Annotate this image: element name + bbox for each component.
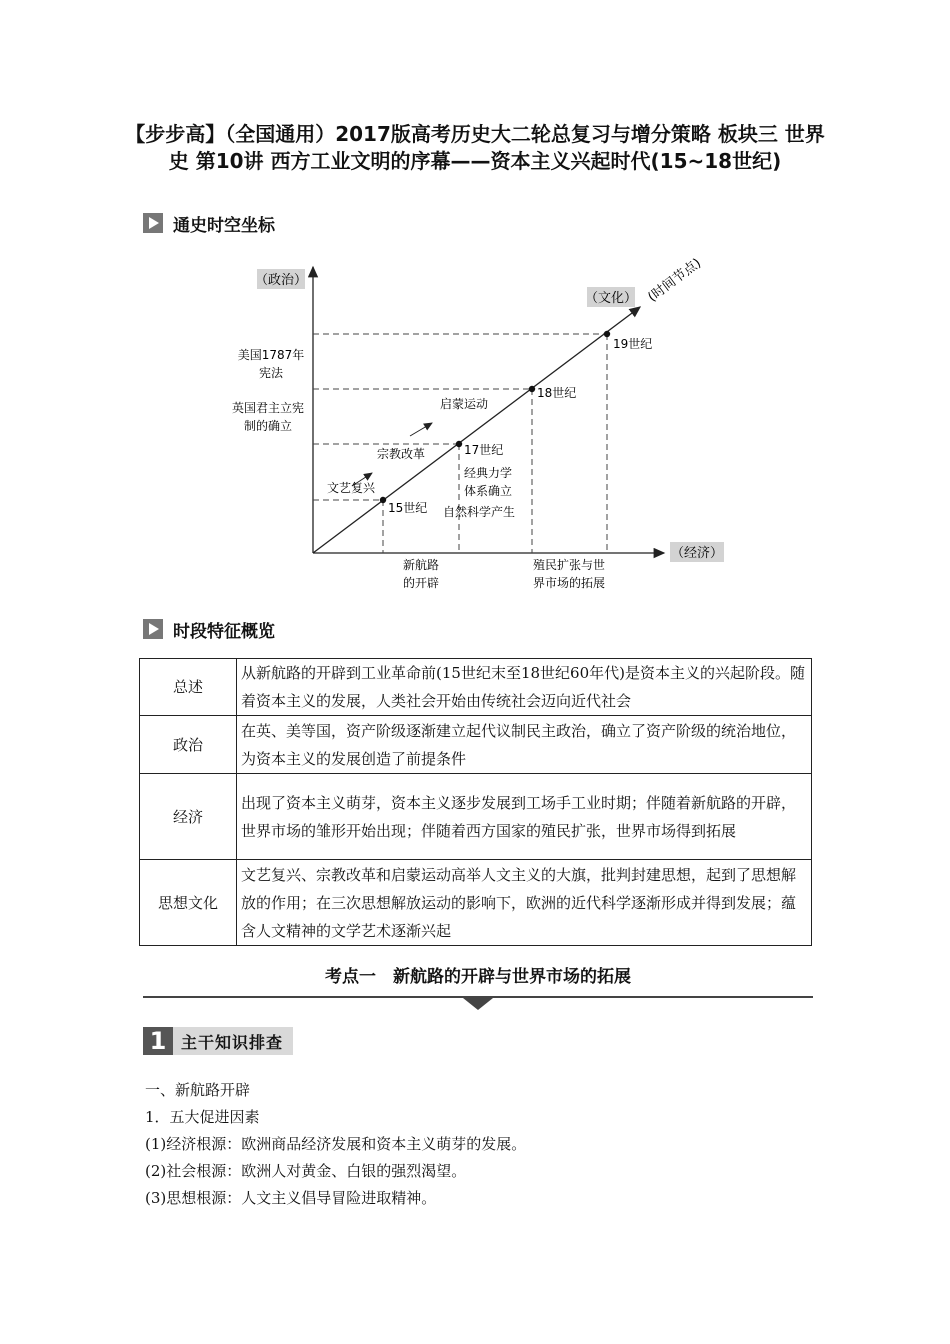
row-text: 文艺复兴、宗教改革和启蒙运动高举人文主义的大旗，批判封建思想，起到了思想解放的作用；在三次思想解放运动的影响下，欧洲的近代科学逐渐形成并得到发展；蕴含人文精神的文学艺术逐渐兴起 [237,860,812,946]
economy-label: 殖民扩张与世 [532,558,606,572]
politics-label: 英国君主立宪 [231,401,305,415]
body-line: (3)思想根源：人文主义倡导冒险进取精神。 [145,1189,437,1207]
section-heading-label: 时段特征概览 [173,621,275,642]
timeline-diagram [0,255,950,600]
body-line: (2)社会根源：欧洲人对黄金、白银的强烈渴望。 [145,1162,467,1180]
row-text: 在英、美等国，资产阶级逐渐建立起代议制民主政治，确立了资产阶级的统治地位，为资本主义的发展创造了前提条件 [237,716,812,774]
row-label: 总述 [140,659,237,716]
row-label: 思想文化 [140,860,237,946]
node-label: 15世纪 [388,501,428,515]
section-heading-timeline [143,210,275,236]
zhugan-heading [143,1027,293,1055]
node-label: 17世纪 [464,443,504,457]
economy-label: 新航路 [402,558,440,572]
table-row [140,860,812,946]
culture-label: 经典力学 [464,466,513,480]
politics-label: 美国1787年 [237,348,305,362]
play-triangle-icon [143,619,163,639]
politics-label: 制的确立 [243,419,293,433]
play-triangle-icon [143,213,163,233]
culture-label: 体系确立 [464,484,513,498]
row-text: 出现了资本主义萌芽，资本主义逐步发展到工场手工业时期；伴随着新航路的开辟，世界市场的雏形开始出现；伴随着西方国家的殖民扩张，世界市场得到拓展 [237,774,812,860]
kaodian-title: 考点一 新航路的开辟与世界市场的拓展 [325,967,631,987]
axis-economy-label: （经济） [670,546,724,561]
node-label: 19世纪 [613,337,653,351]
body-line: (1)经济根源：欧洲商品经济发展和资本主义萌芽的发展。 [145,1135,527,1153]
body-line: 1．五大促进因素 [145,1108,260,1126]
axis-politics-label: （政治） [254,273,308,288]
economy-label: 的开辟 [402,576,440,590]
row-label: 政治 [140,716,237,774]
row-text: 从新航路的开辟到工业革命前(15世纪末至18世纪60年代)是资本主义的兴起阶段。随着资本主义的发展，人类社会开始由传统社会迈向近代社会 [237,659,812,716]
table-row [140,774,812,860]
node-label: 18世纪 [537,386,577,400]
section-heading-label: 通史时空坐标 [173,215,275,236]
row-label: 经济 [140,774,237,860]
section-heading-overview [143,616,275,642]
culture-label: 自然科学产生 [443,505,516,519]
document-title: 【步步高】（全国通用）2017版高考历史大二轮总复习与增分策略 板块三 世界史 第10讲 西方工业文明的序幕——资本主义兴起时代(15~18世纪) [125,122,825,173]
culture-label: 宗教改革 [377,447,426,461]
economy-label: 界市场的拓展 [532,576,606,590]
axis-time-label: (时间节点) [645,255,705,306]
culture-label: 文艺复兴 [327,481,376,495]
table-row [140,659,812,716]
down-triangle-icon [463,998,493,1010]
culture-label: 启蒙运动 [440,397,489,411]
overview-table [139,658,812,946]
body-line: 一、新航路开辟 [145,1081,251,1099]
table-row [140,716,812,774]
section-label: 主干知识排查 [173,1027,293,1055]
axis-culture-label: （文化） [584,291,638,306]
politics-label: 宪法 [258,366,284,380]
section-number: 1 [143,1027,173,1055]
